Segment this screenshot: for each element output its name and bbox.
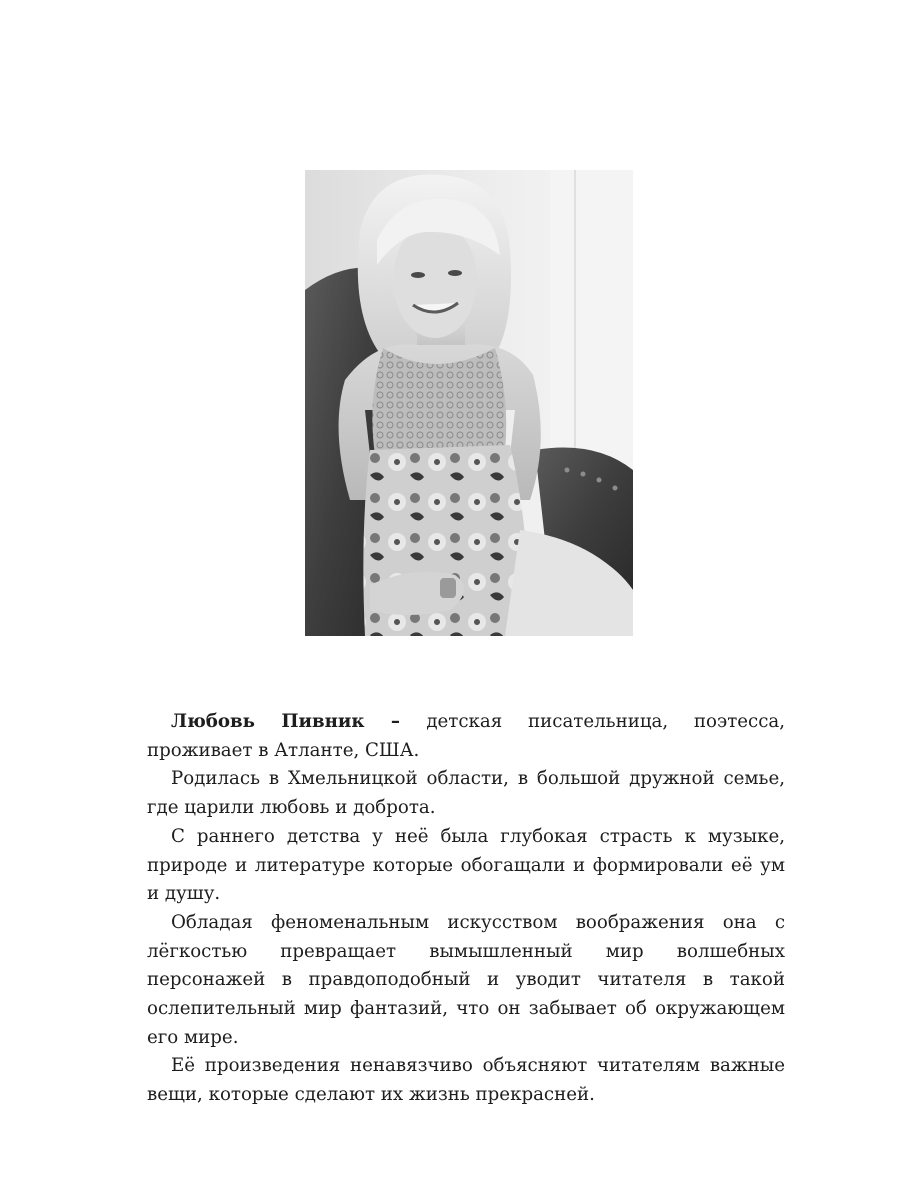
author-bio <box>147 708 785 1110</box>
bio-paragraph: Обладая феноменальным искусством воображения она с лёгкостью превращает вымышленный мир волшебных персонажей в правдоподобный и уводит читателя в такой ослепительный мир фантазий, что он забывает об окружающем его мире. <box>147 911 785 1048</box>
bio-text: детская писательница, поэтесса, проживает в Атланте, США. <box>147 711 786 761</box>
author-portrait-photo <box>305 170 633 636</box>
bio-paragraph: Родилась в Хмельницкой области, в большой дружной семье, где царили любовь и доброта. <box>147 768 785 819</box>
bio-paragraph: С раннего детства у неё была глубокая страсть к музыке, природе и литературе которые обогащали и формировали её ум и душу. <box>147 825 785 905</box>
name-dash: – <box>364 711 427 732</box>
bio-paragraph <box>147 708 785 765</box>
bio-paragraph: Её произведения ненавязчиво объясняют читателям важные вещи, которые сделают их жизнь прекрасней. <box>147 1055 785 1106</box>
portrait-photo-icon <box>305 170 633 636</box>
author-name: Любовь Пивник <box>171 711 365 732</box>
